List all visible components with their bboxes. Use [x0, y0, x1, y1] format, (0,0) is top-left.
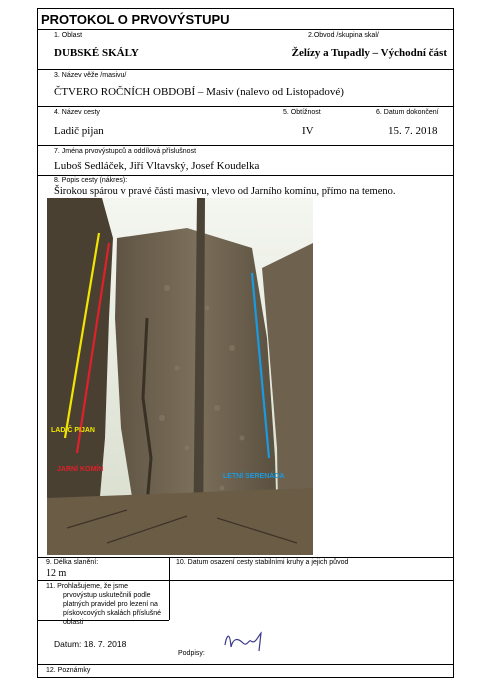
prohlaseni-line-2: platných pravidel pro lezení na [63, 601, 158, 608]
route-label-ladic: LADIČ PIJAN [51, 427, 95, 434]
delka-label: 9. Délka slanění: [46, 559, 99, 566]
notes-row [38, 665, 453, 679]
area-row [38, 30, 453, 70]
datum: Datum: 18. 7. 2018 [54, 639, 127, 649]
oblast-label: 1. Oblast [54, 32, 83, 39]
poznamky-label: 12. Poznámky [46, 667, 91, 674]
obvod-label: 2.Obvod /skupina skal/ [308, 32, 379, 39]
route-label-jarni: JARNÍ KOMÍN [57, 466, 104, 473]
protocol-form [37, 8, 454, 678]
route-row [38, 107, 453, 146]
popis-value: Širokou spárou v pravé části masivu, vlevo od Jarního komínu, přímo na temeno. [54, 186, 396, 197]
tower-row [38, 70, 453, 107]
declaration-row [38, 581, 453, 665]
osazeni-label: 10. Datum osazení cesty stabilními kruhy a jejich původ [176, 559, 349, 566]
delka-value: 12 m [46, 568, 67, 579]
popis-label: 8. Popis cesty (nákres): [54, 177, 128, 184]
prvovystupci-label: 7. Jména prvovýstupců a oddílová příslušnost [54, 148, 197, 155]
route-photo [47, 198, 313, 555]
obtiznost-value: IV [302, 125, 314, 137]
oblast-value: DUBSKÉ SKÁLY [54, 47, 139, 59]
title-row [38, 9, 453, 30]
datum-dokonceni-value: 15. 7. 2018 [388, 125, 438, 137]
prohlaseni-line-1: prvovýstup uskutečnili podle [63, 592, 151, 599]
obvod-value: Želízy a Tupadly – Východní část [291, 47, 447, 59]
podpisy-label: Podpisy: [178, 650, 205, 657]
climbers-row [38, 146, 453, 176]
route-label-letni: LETNÍ SERENÁDA [223, 473, 285, 480]
prohlaseni-line-4: oblasti [63, 619, 84, 626]
cesta-value: Ladič pijan [54, 125, 104, 137]
prvovystupci-value: Luboš Sedláček, Jiří Vltavský, Josef Koudelka [54, 160, 260, 172]
vez-value: ČTVERO ROČNÍCH OBDOBÍ – Masiv (nalevo od Listopadové) [54, 86, 344, 98]
obtiznost-label: 5. Obtížnost [283, 109, 321, 116]
rock-illustration [47, 198, 313, 555]
cesta-label: 4. Název cesty [54, 109, 100, 116]
prohlaseni-label: 11. Prohlašujeme, že jsme [46, 583, 128, 590]
prohlaseni-line-3: pískovcových skalách příslušné [63, 610, 162, 617]
vez-label: 3. Název věže /masivu/ [54, 72, 127, 79]
datum-dokonceni-label: 6. Datum dokončení [376, 109, 439, 116]
form-title: PROTOKOL O PRVOVÝSTUPU [41, 12, 230, 27]
signature-icon [221, 629, 269, 655]
descent-row [38, 558, 453, 581]
